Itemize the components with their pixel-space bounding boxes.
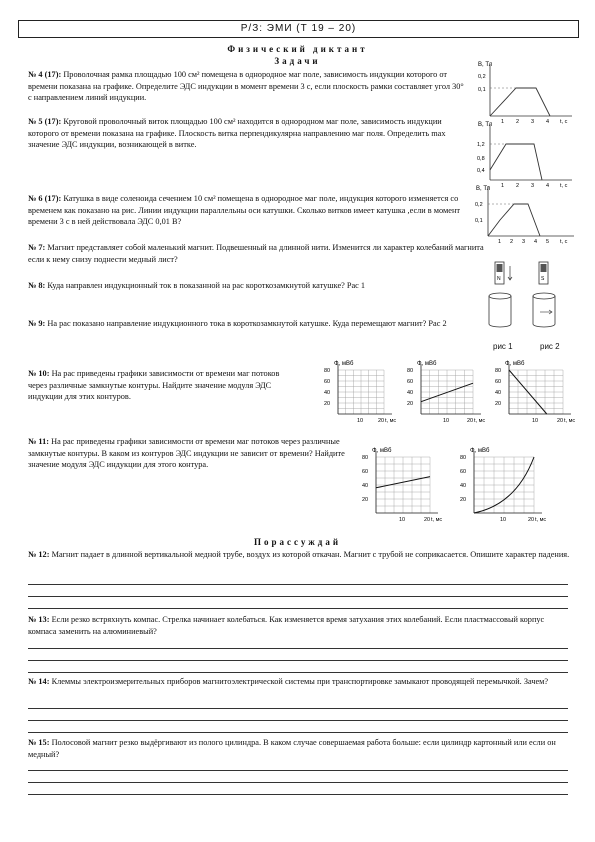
- graph-tick: 1: [501, 183, 505, 188]
- graph-ylabel: B, Тл: [476, 186, 491, 192]
- question-11: [28, 436, 348, 471]
- question-14: [28, 676, 573, 688]
- graph-tick: 20: [460, 497, 467, 503]
- graph-tick: 3: [531, 183, 535, 188]
- graph-tick: 40: [324, 390, 331, 396]
- answer-line: [28, 596, 568, 597]
- graph-xlabel: t, мс: [431, 517, 443, 523]
- question-10: [28, 368, 298, 403]
- section-title-tasks: Задачи: [274, 56, 321, 66]
- graph-tick: 3: [522, 239, 526, 245]
- question-number: № 13:: [28, 615, 50, 624]
- question-number: № 8:: [28, 281, 46, 290]
- section-title-reasoning: Порассуждай: [253, 537, 342, 547]
- question-text: Клеммы электроизмерительных приборов магнитоэлектрической системы при транспортировке замыкают проводящей перемычкой. Зачем?: [51, 677, 549, 686]
- answer-line: [28, 660, 568, 661]
- graph-xlabel: t, мс: [535, 517, 547, 523]
- answer-line: [28, 732, 568, 733]
- graph-tick: 20: [324, 401, 331, 407]
- figure-magnets-coils: [478, 258, 578, 340]
- question-number: № 11:: [28, 437, 50, 446]
- question-text: Полосовой магнит резко выдёргивают из полого цилиндра. В каком случае совершаемая работа больше: если цилиндр картонный или если он медный?: [28, 738, 556, 759]
- graph-tick: 0,2: [475, 202, 483, 208]
- graph-tick: 0,4: [477, 168, 485, 174]
- magnet-pole-label: N: [497, 276, 501, 282]
- question-text: На рас показано направление индукционного тока в короткозамкнутой катушке. Куда перемещают магнит? Рас 2: [47, 319, 447, 328]
- graph-tick: 60: [324, 379, 331, 385]
- graph-tick: 10: [500, 517, 507, 523]
- graph-ylabel: B, Тл: [478, 62, 493, 68]
- question-text: Проволочная рамка площадью 100 см² помещена в однородное маг поле, зависимость индукции которого от времени показана на графике. Определите ЭДС индукции в момент времени 3 с, если плоскость рамки составляет угол 30° с направлением линий индукции.: [28, 70, 464, 102]
- graph-tick: 80: [495, 368, 502, 374]
- flux-graph-g10c: [493, 358, 577, 426]
- graph-tick: 1: [498, 239, 502, 245]
- graph-tick: 10: [443, 418, 450, 424]
- flux-graph-g10a: [322, 358, 398, 426]
- question-number: № 14:: [28, 677, 50, 686]
- question-number: № 6 (17):: [28, 194, 62, 203]
- answer-line: [28, 584, 568, 585]
- graph-tick: 60: [460, 469, 467, 475]
- graph-tick: 40: [407, 390, 414, 396]
- graph-tick: 20: [467, 418, 474, 424]
- graph-tick: 80: [362, 455, 369, 461]
- graph-tick: 2: [516, 119, 520, 124]
- graph-tick: 80: [324, 368, 331, 374]
- graph-tick: 20: [528, 517, 535, 523]
- figure-caption-1: рис 1: [493, 342, 513, 351]
- graph-tick: 40: [460, 483, 467, 489]
- answer-line: [28, 794, 568, 795]
- graph-tick: 20: [407, 401, 414, 407]
- answer-line: [28, 608, 568, 609]
- question-text: Если резко встряхнуть компас. Стрелка начинает колебаться. Как изменяется время затухания этих колебаний. Если пластмассовый корпус компаса заменить на алюминиевый?: [28, 615, 545, 636]
- flux-graph-g11a: [360, 445, 444, 525]
- graph-q4: [476, 58, 576, 124]
- graph-tick: 0,8: [477, 156, 485, 162]
- question-number: № 5 (17):: [28, 117, 62, 126]
- question-number: № 4 (17):: [28, 70, 62, 79]
- question-6: [28, 193, 468, 228]
- answer-line: [28, 720, 568, 721]
- graph-tick: 20: [557, 418, 564, 424]
- graph-tick: 2: [516, 183, 520, 188]
- graph-tick: 40: [362, 483, 369, 489]
- graph-tick: 60: [362, 469, 369, 475]
- graph-tick: 80: [407, 368, 414, 374]
- graph-xlabel: t, с: [560, 183, 568, 188]
- graph-q5: [476, 118, 576, 188]
- graph-ylabel: Ф, мВб: [334, 361, 354, 367]
- graph-xlabel: t, с: [560, 239, 568, 245]
- question-text: Катушка в виде соленоида сечением 10 см² помещена в однородное маг поле, индукция которого изменяется со временем как показано на рис. Линии индукции параллельны оси катушки. Сколько витков имеет катушка ,если в момент времени 3 с в ней действовала ЭДС 0,01 В?: [28, 194, 461, 226]
- answer-line: [28, 648, 568, 649]
- graph-ylabel: Ф, мВб: [505, 361, 525, 367]
- graph-tick: 10: [532, 418, 539, 424]
- graph-xlabel: t, мс: [564, 418, 576, 424]
- graph-tick: 0,2: [478, 74, 486, 80]
- graph-xlabel: t, мс: [385, 418, 397, 424]
- graph-tick: 0,1: [478, 87, 486, 93]
- question-text: Куда направлен индукционный ток в показанной на рас короткозамкнутой катушке? Рас 1: [47, 281, 366, 290]
- graph-tick: 10: [357, 418, 364, 424]
- graph-tick: 2: [510, 239, 514, 245]
- answer-line: [28, 770, 568, 771]
- flux-graph-g10b: [405, 358, 487, 426]
- question-5: [28, 116, 468, 151]
- flux-graph-g11b: [458, 445, 548, 525]
- graph-tick: 0,1: [475, 218, 483, 224]
- graph-tick: 5: [546, 239, 550, 245]
- question-7: [28, 242, 498, 265]
- question-text: Круговой проволочный виток площадью 100 см² находится в однородном маг поле, зависимость индукции которого от времени показана на графике. Плоскость витка перпендикулярна направлению маг поля. Определить max значение ЭДС индукции, возникающей в витке.: [28, 117, 446, 149]
- graph-tick: 10: [399, 517, 406, 523]
- question-13: [28, 614, 573, 637]
- question-4: [28, 69, 468, 104]
- question-text: На рас приведены графики зависимости от времени маг потоков через различные замкнутые контуры. В каком из контуров ЭДС индукции не зависит от времени? Найдите значение модуля ЭДС индукции для этого контура.: [28, 437, 345, 469]
- question-text: На рас приведены графики зависимости от времени маг потоков через различные замкнутые контуры. Найдите значение модуля ЭДС индукции для этих контуров.: [28, 369, 280, 401]
- question-12: [28, 549, 573, 561]
- answer-line: [28, 782, 568, 783]
- graph-tick: 1,2: [477, 142, 485, 148]
- graph-tick: 20: [362, 497, 369, 503]
- question-number: № 15:: [28, 738, 50, 747]
- graph-tick: 40: [495, 390, 502, 396]
- worksheet-header: Р/З: ЭМИ (Т 19 – 20): [18, 20, 579, 38]
- question-number: № 12:: [28, 550, 50, 559]
- section-title-dictation: Физический диктант: [227, 44, 368, 54]
- graph-tick: 20: [495, 401, 502, 407]
- figure-caption-2: рис 2: [540, 342, 560, 351]
- graph-tick: 1: [501, 119, 505, 124]
- question-15: [28, 737, 573, 760]
- question-number: № 9:: [28, 319, 46, 328]
- question-text: Магнит представляет собой маленький магнит. Подвешенный на длинной нити. Изменится ли характер колебаний магнита если к нему снизу поднести медный лист?: [28, 243, 484, 264]
- graph-tick: 80: [460, 455, 467, 461]
- graph-ylabel: Ф, мВб: [417, 361, 437, 367]
- graph-tick: 4: [546, 119, 550, 124]
- question-number: № 10:: [28, 369, 50, 378]
- answer-line: [28, 708, 568, 709]
- graph-tick: 20: [378, 418, 385, 424]
- graph-ylabel: Ф, мВб: [372, 448, 392, 454]
- graph-ylabel: Ф, мВб: [470, 448, 490, 454]
- question-9: [28, 318, 483, 330]
- magnet-pole-label: S: [541, 276, 545, 282]
- question-number: № 7:: [28, 243, 46, 252]
- graph-q6: [474, 182, 578, 246]
- graph-xlabel: t, с: [560, 119, 568, 124]
- answer-line: [28, 672, 568, 673]
- graph-xlabel: t, мс: [474, 418, 486, 424]
- question-text: Магнит падает в длинной вертикальной медной трубе, воздух из которой откачан. Магнит с трубой не соприкасается. Опишите характер падения.: [51, 550, 570, 559]
- graph-tick: 4: [534, 239, 538, 245]
- graph-tick: 4: [546, 183, 550, 188]
- graph-tick: 60: [407, 379, 414, 385]
- graph-tick: 60: [495, 379, 502, 385]
- graph-tick: 3: [531, 119, 535, 124]
- graph-ylabel: B, Тл: [478, 122, 493, 128]
- graph-tick: 20: [424, 517, 431, 523]
- question-8: [28, 280, 468, 292]
